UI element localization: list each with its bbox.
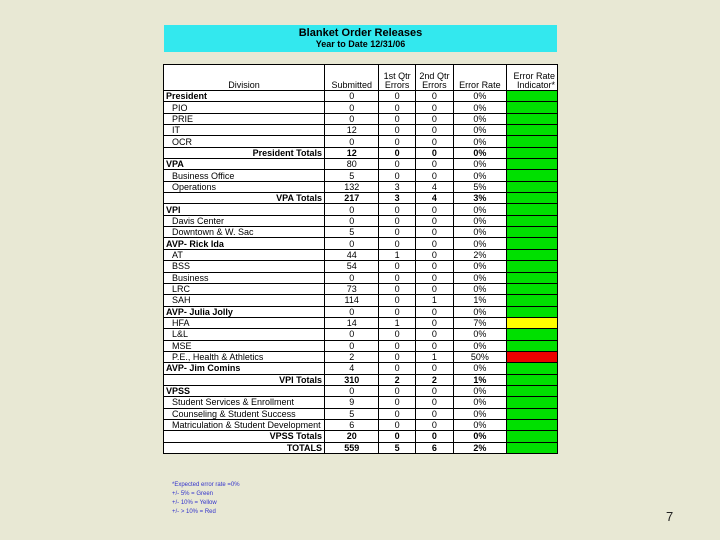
indicator-green-cell	[506, 261, 557, 272]
page-number: 7	[666, 509, 674, 524]
division-cell: MSE	[164, 340, 325, 351]
table-row	[164, 215, 558, 226]
table-row	[164, 363, 558, 374]
submitted-cell: 20	[324, 431, 378, 442]
indicator-green-cell	[506, 193, 557, 204]
q2-errors-cell: 0	[415, 125, 453, 136]
error-rate-table	[163, 64, 558, 454]
division-cell: SAH	[164, 295, 325, 306]
q1-errors-cell: 0	[379, 170, 415, 181]
q1-errors-cell: 1	[379, 317, 415, 328]
indicator-green-cell	[506, 431, 557, 442]
error-rate-cell: 0%	[454, 397, 506, 408]
q1-errors-cell: 2	[379, 374, 415, 385]
division-cell: LRC	[164, 283, 325, 294]
submitted-cell: 0	[324, 385, 378, 396]
submitted-cell: 2	[324, 351, 378, 362]
error-rate-cell: 0%	[454, 306, 506, 317]
q2-errors-cell: 0	[415, 238, 453, 249]
error-rate-cell: 0%	[454, 102, 506, 113]
q2-errors-cell: 0	[415, 102, 453, 113]
error-rate-cell: 0%	[454, 91, 506, 102]
table-row	[164, 374, 558, 385]
q2-errors-cell: 0	[415, 159, 453, 170]
table-row	[164, 317, 558, 328]
error-rate-cell: 5%	[454, 181, 506, 192]
indicator-green-cell	[506, 272, 557, 283]
indicator-green-cell	[506, 147, 557, 158]
table-row	[164, 159, 558, 170]
q2-errors-cell: 0	[415, 431, 453, 442]
q2-errors-cell: 0	[415, 419, 453, 430]
indicator-green-cell	[506, 159, 557, 170]
report-title-box	[164, 25, 557, 52]
q2-errors-cell: 0	[415, 261, 453, 272]
indicator-green-cell	[506, 227, 557, 238]
q2-errors-cell: 0	[415, 227, 453, 238]
indicator-green-cell	[506, 238, 557, 249]
division-cell: PIO	[164, 102, 325, 113]
table-row	[164, 147, 558, 158]
q1-errors-cell: 0	[379, 91, 415, 102]
table-row	[164, 419, 558, 430]
division-cell: VPSS	[164, 385, 325, 396]
error-rate-cell: 0%	[454, 215, 506, 226]
submitted-cell: 559	[324, 442, 378, 453]
q2-errors-cell: 0	[415, 283, 453, 294]
error-rate-cell: 0%	[454, 261, 506, 272]
header-submitted: Submitted	[324, 65, 378, 91]
q1-errors-cell: 0	[379, 215, 415, 226]
q2-errors-cell: 1	[415, 295, 453, 306]
indicator-green-cell	[506, 408, 557, 419]
q1-errors-cell: 0	[379, 351, 415, 362]
table-row	[164, 431, 558, 442]
table-row	[164, 385, 558, 396]
division-cell: Business Office	[164, 170, 325, 181]
submitted-cell: 44	[324, 249, 378, 260]
division-cell: VPSS Totals	[164, 431, 325, 442]
submitted-cell: 0	[324, 204, 378, 215]
q1-errors-cell: 0	[379, 295, 415, 306]
indicator-green-cell	[506, 419, 557, 430]
submitted-cell: 0	[324, 113, 378, 124]
q2-errors-cell: 0	[415, 91, 453, 102]
indicator-green-cell	[506, 170, 557, 181]
submitted-cell: 5	[324, 408, 378, 419]
q1-errors-cell: 0	[379, 329, 415, 340]
table-row	[164, 91, 558, 102]
q2-errors-cell: 0	[415, 147, 453, 158]
table-row	[164, 272, 558, 283]
submitted-cell: 0	[324, 329, 378, 340]
q1-errors-cell: 0	[379, 159, 415, 170]
table-row	[164, 261, 558, 272]
q2-errors-cell: 0	[415, 329, 453, 340]
submitted-cell: 14	[324, 317, 378, 328]
q1-errors-cell: 0	[379, 306, 415, 317]
division-cell: VPI	[164, 204, 325, 215]
indicator-green-cell	[506, 385, 557, 396]
q2-errors-cell: 0	[415, 136, 453, 147]
indicator-green-cell	[506, 340, 557, 351]
error-rate-cell: 1%	[454, 295, 506, 306]
division-cell: BSS	[164, 261, 325, 272]
q1-errors-cell: 1	[379, 249, 415, 260]
submitted-cell: 5	[324, 227, 378, 238]
error-rate-cell: 0%	[454, 125, 506, 136]
q2-errors-cell: 0	[415, 249, 453, 260]
header-q1-errors: 1st Qtr Errors	[379, 65, 415, 91]
error-rate-cell: 0%	[454, 170, 506, 181]
division-cell: President Totals	[164, 147, 325, 158]
indicator-green-cell	[506, 295, 557, 306]
error-rate-cell: 0%	[454, 238, 506, 249]
submitted-cell: 0	[324, 102, 378, 113]
table-row	[164, 102, 558, 113]
division-cell: Counseling & Student Success	[164, 408, 325, 419]
indicator-green-cell	[506, 136, 557, 147]
submitted-cell: 5	[324, 170, 378, 181]
submitted-cell: 6	[324, 419, 378, 430]
table-row	[164, 397, 558, 408]
table-row	[164, 351, 558, 362]
note-line: +/- 10% = Yellow	[172, 500, 217, 506]
submitted-cell: 0	[324, 91, 378, 102]
q1-errors-cell: 0	[379, 385, 415, 396]
table-row	[164, 408, 558, 419]
indicator-green-cell	[506, 329, 557, 340]
table-row	[164, 249, 558, 260]
table-row	[164, 113, 558, 124]
error-rate-cell: 0%	[454, 408, 506, 419]
q2-errors-cell: 6	[415, 442, 453, 453]
q2-errors-cell: 0	[415, 408, 453, 419]
indicator-green-cell	[506, 181, 557, 192]
q1-errors-cell: 0	[379, 113, 415, 124]
submitted-cell: 73	[324, 283, 378, 294]
submitted-cell: 12	[324, 147, 378, 158]
q2-errors-cell: 0	[415, 397, 453, 408]
q2-errors-cell: 4	[415, 193, 453, 204]
submitted-cell: 4	[324, 363, 378, 374]
error-rate-cell: 0%	[454, 419, 506, 430]
error-rate-cell: 0%	[454, 283, 506, 294]
division-cell: P.E., Health & Athletics	[164, 351, 325, 362]
division-cell: President	[164, 91, 325, 102]
error-rate-cell: 7%	[454, 317, 506, 328]
report-subtitle: Year to Date 12/31/06	[315, 39, 406, 49]
error-rate-cell: 0%	[454, 272, 506, 283]
q1-errors-cell: 0	[379, 261, 415, 272]
q1-errors-cell: 0	[379, 136, 415, 147]
report-title: Blanket Order Releases	[298, 27, 423, 39]
q2-errors-cell: 1	[415, 351, 453, 362]
q1-errors-cell: 0	[379, 408, 415, 419]
q1-errors-cell: 3	[379, 193, 415, 204]
q1-errors-cell: 0	[379, 397, 415, 408]
error-rate-cell: 50%	[454, 351, 506, 362]
division-cell: VPA Totals	[164, 193, 325, 204]
division-cell: Student Services & Enrollment	[164, 397, 325, 408]
error-rate-cell: 0%	[454, 363, 506, 374]
division-cell: AVP- Julia Jolly	[164, 306, 325, 317]
submitted-cell: 80	[324, 159, 378, 170]
division-cell: AVP- Jim Comins	[164, 363, 325, 374]
q1-errors-cell: 0	[379, 272, 415, 283]
submitted-cell: 0	[324, 340, 378, 351]
q1-errors-cell: 0	[379, 431, 415, 442]
indicator-green-cell	[506, 397, 557, 408]
q2-errors-cell: 0	[415, 363, 453, 374]
header-division: Division	[164, 65, 325, 91]
q2-errors-cell: 2	[415, 374, 453, 385]
submitted-cell: 0	[324, 306, 378, 317]
division-cell: IT	[164, 125, 325, 136]
header-error-rate: Error Rate	[454, 65, 506, 91]
division-cell: PRIE	[164, 113, 325, 124]
note-line: *Expected error rate =0%	[172, 482, 240, 488]
q1-errors-cell: 0	[379, 419, 415, 430]
header-indicator: Error Rate Indicator*	[506, 65, 557, 91]
q1-errors-cell: 0	[379, 125, 415, 136]
division-cell: Downtown & W. Sac	[164, 227, 325, 238]
q1-errors-cell: 0	[379, 340, 415, 351]
error-rate-cell: 2%	[454, 442, 506, 453]
indicator-green-cell	[506, 215, 557, 226]
q2-errors-cell: 0	[415, 340, 453, 351]
table-row	[164, 170, 558, 181]
indicator-green-cell	[506, 306, 557, 317]
legend-notes	[172, 481, 240, 517]
q1-errors-cell: 0	[379, 102, 415, 113]
indicator-red-cell	[506, 351, 557, 362]
q2-errors-cell: 0	[415, 385, 453, 396]
q2-errors-cell: 0	[415, 170, 453, 181]
table-row	[164, 442, 558, 453]
table-row	[164, 329, 558, 340]
q2-errors-cell: 0	[415, 272, 453, 283]
q1-errors-cell: 0	[379, 238, 415, 249]
error-rate-cell: 1%	[454, 374, 506, 385]
error-rate-cell: 0%	[454, 385, 506, 396]
table-header-row	[164, 65, 558, 91]
table-row	[164, 227, 558, 238]
q2-errors-cell: 0	[415, 317, 453, 328]
submitted-cell: 0	[324, 272, 378, 283]
submitted-cell: 54	[324, 261, 378, 272]
table-row	[164, 295, 558, 306]
header-q2-errors: 2nd Qtr Errors	[415, 65, 453, 91]
division-cell: AVP- Rick Ida	[164, 238, 325, 249]
table-row	[164, 283, 558, 294]
q1-errors-cell: 0	[379, 283, 415, 294]
table-row	[164, 136, 558, 147]
division-cell: Business	[164, 272, 325, 283]
q1-errors-cell: 0	[379, 147, 415, 158]
table-row	[164, 238, 558, 249]
submitted-cell: 9	[324, 397, 378, 408]
division-cell: VPA	[164, 159, 325, 170]
error-rate-cell: 0%	[454, 204, 506, 215]
table-row	[164, 181, 558, 192]
q2-errors-cell: 0	[415, 113, 453, 124]
q2-errors-cell: 0	[415, 204, 453, 215]
table-row	[164, 204, 558, 215]
division-cell: L&L	[164, 329, 325, 340]
indicator-green-cell	[506, 374, 557, 385]
division-cell: HFA	[164, 317, 325, 328]
division-cell: Operations	[164, 181, 325, 192]
q2-errors-cell: 0	[415, 306, 453, 317]
q1-errors-cell: 0	[379, 227, 415, 238]
division-cell: OCR	[164, 136, 325, 147]
indicator-yellow-cell	[506, 317, 557, 328]
indicator-green-cell	[506, 91, 557, 102]
submitted-cell: 0	[324, 136, 378, 147]
division-cell: Davis Center	[164, 215, 325, 226]
table-body	[164, 91, 558, 454]
q2-errors-cell: 0	[415, 215, 453, 226]
q1-errors-cell: 3	[379, 181, 415, 192]
q2-errors-cell: 4	[415, 181, 453, 192]
error-rate-cell: 0%	[454, 227, 506, 238]
error-rate-cell: 3%	[454, 193, 506, 204]
indicator-green-cell	[506, 442, 557, 453]
q1-errors-cell: 0	[379, 363, 415, 374]
indicator-green-cell	[506, 283, 557, 294]
submitted-cell: 310	[324, 374, 378, 385]
table-row	[164, 306, 558, 317]
table-row	[164, 125, 558, 136]
division-cell: TOTALS	[164, 442, 325, 453]
submitted-cell: 0	[324, 238, 378, 249]
table-row	[164, 340, 558, 351]
note-line: +/- 5% = Green	[172, 491, 214, 497]
table-row	[164, 193, 558, 204]
q1-errors-cell: 5	[379, 442, 415, 453]
division-cell: VPI Totals	[164, 374, 325, 385]
division-cell: AT	[164, 249, 325, 260]
indicator-green-cell	[506, 363, 557, 374]
q1-errors-cell: 0	[379, 204, 415, 215]
indicator-green-cell	[506, 249, 557, 260]
error-rate-cell: 2%	[454, 249, 506, 260]
submitted-cell: 217	[324, 193, 378, 204]
error-rate-cell: 0%	[454, 159, 506, 170]
submitted-cell: 12	[324, 125, 378, 136]
submitted-cell: 132	[324, 181, 378, 192]
note-line: +/- > 10% = Red	[172, 509, 216, 515]
division-cell: Matriculation & Student Development	[164, 419, 325, 430]
indicator-green-cell	[506, 102, 557, 113]
error-rate-cell: 0%	[454, 113, 506, 124]
error-rate-cell: 0%	[454, 136, 506, 147]
indicator-green-cell	[506, 204, 557, 215]
submitted-cell: 114	[324, 295, 378, 306]
indicator-green-cell	[506, 113, 557, 124]
error-rate-cell: 0%	[454, 329, 506, 340]
error-rate-cell: 0%	[454, 340, 506, 351]
indicator-green-cell	[506, 125, 557, 136]
error-rate-cell: 0%	[454, 147, 506, 158]
error-rate-cell: 0%	[454, 431, 506, 442]
submitted-cell: 0	[324, 215, 378, 226]
